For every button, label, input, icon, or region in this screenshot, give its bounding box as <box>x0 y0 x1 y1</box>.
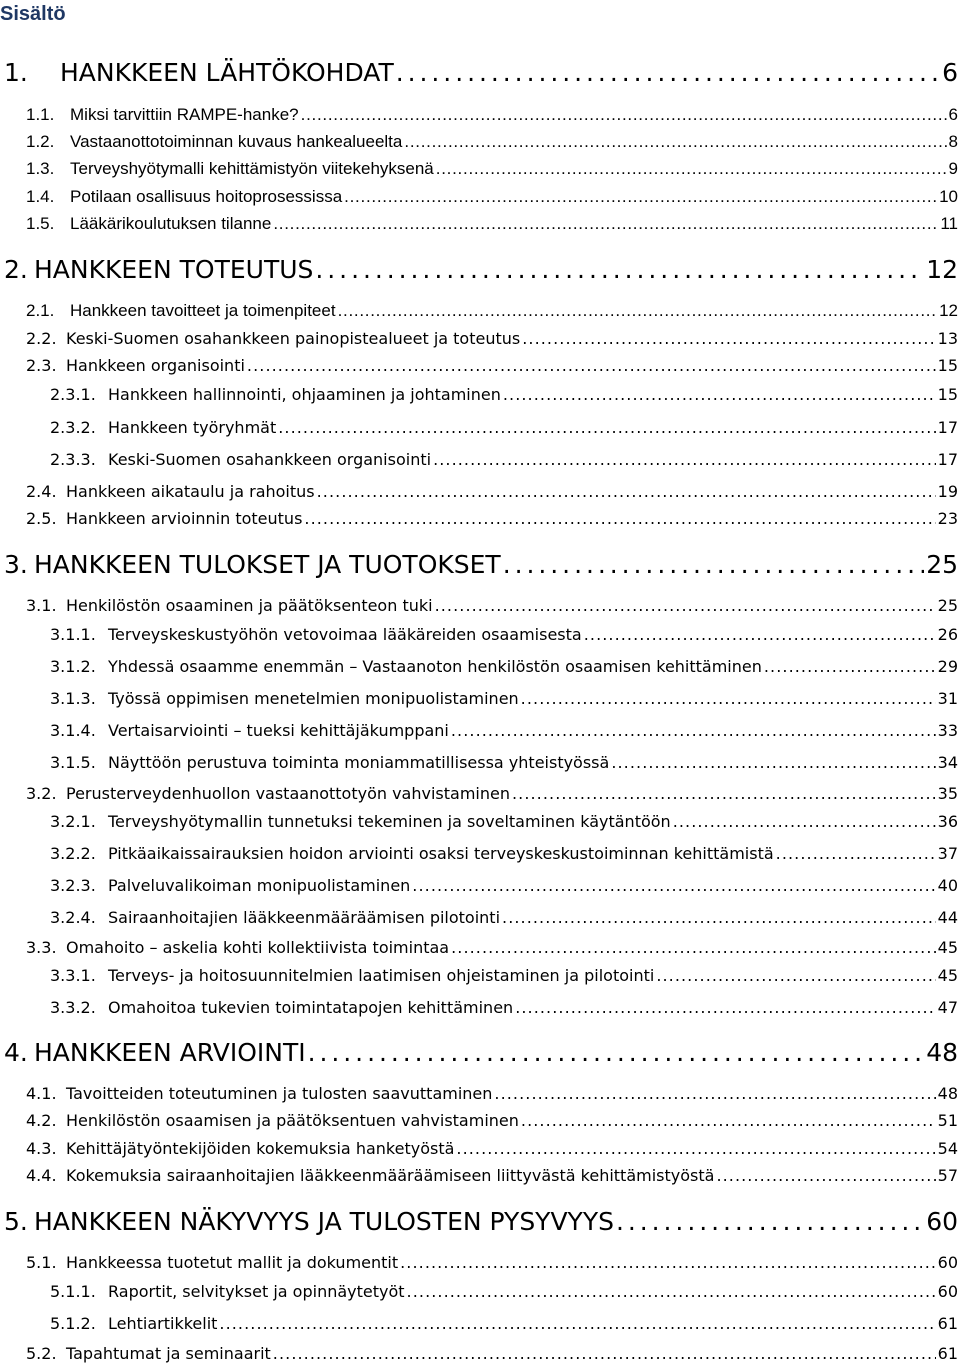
toc-leader-dots <box>776 844 936 863</box>
toc-leader-dots <box>407 1282 936 1301</box>
toc-entry-page: 13 <box>937 329 958 348</box>
toc-entry[interactable] <box>26 1166 958 1190</box>
toc-entry-title: Kehittäjätyöntekijöiden kokemuksia hanketyöstä <box>66 1139 455 1158</box>
toc-entry-page: 36 <box>937 812 958 831</box>
toc-entry[interactable] <box>26 1111 958 1135</box>
toc-entry-title: Vertaisarviointi – tueksi kehittäjäkumppani <box>108 721 449 740</box>
toc-leader-dots <box>433 450 936 469</box>
toc-entry-number: 3.2. <box>26 784 57 803</box>
toc-entry-title: Hankkeen työryhmät <box>108 418 277 437</box>
toc-leader-dots <box>456 1139 935 1158</box>
toc-leader-dots <box>521 689 936 708</box>
toc-entry[interactable] <box>50 418 958 442</box>
toc-entry-number: 2.3.3. <box>50 450 96 469</box>
toc-entry-number: 1.1. <box>26 105 55 124</box>
toc-entry-page: 47 <box>937 998 958 1017</box>
toc-leader-dots <box>764 657 936 676</box>
toc-leader-dots <box>273 1344 936 1363</box>
toc-leader-dots <box>584 625 936 644</box>
toc-entry-number: 1.5. <box>26 214 55 233</box>
toc-entry-title: Yhdessä osaamme enemmän – Vastaanoton henkilöstön osaamisen kehittäminen <box>108 657 762 676</box>
toc-entry-page: 9 <box>948 159 958 178</box>
toc-entry-title: Keski-Suomen osahankkeen painopistealueet ja toteutus <box>66 329 521 348</box>
toc-entry-page: 61 <box>937 1314 958 1333</box>
toc-entry-number: 4.1. <box>26 1084 57 1103</box>
toc-entry[interactable] <box>50 1282 958 1306</box>
toc-entry-title: Hankkeen tavoitteet ja toimenpiteet <box>70 301 336 320</box>
toc-entry-number: 2.3.2. <box>50 418 96 437</box>
toc-entry[interactable] <box>4 1038 958 1070</box>
toc-entry[interactable] <box>26 1084 958 1108</box>
toc-entry-title: HANKKEEN LÄHTÖKOHDAT <box>60 58 394 87</box>
toc-entry[interactable] <box>4 1207 958 1239</box>
toc-entry-page: 6 <box>942 58 958 87</box>
toc-entry-number: 5.2. <box>26 1344 57 1363</box>
toc-entry[interactable] <box>50 689 958 713</box>
toc-leader-dots <box>436 159 947 179</box>
toc-entry-page: 15 <box>937 385 958 404</box>
toc-entry-title: Raportit, selvitykset ja opinnäytetyöt <box>108 1282 405 1301</box>
toc-entry-title: Perusterveydenhuollon vastaanottotyön vahvistaminen <box>66 784 510 803</box>
toc-entry-title: Tavoitteiden toteutuminen ja tulosten saavuttaminen <box>66 1084 493 1103</box>
toc-entry-number: 1.4. <box>26 187 55 206</box>
toc-entry-number: 2.1. <box>26 301 55 320</box>
toc-entry-number: 3.2.3. <box>50 876 96 895</box>
toc-leader-dots <box>317 482 936 501</box>
toc-entry-number: 4. <box>4 1038 28 1067</box>
toc-entry-title: Hankkeessa tuotetut mallit ja dokumentit <box>66 1253 399 1272</box>
toc-entry[interactable] <box>26 132 958 156</box>
toc-leader-dots <box>503 550 924 579</box>
toc-entry[interactable] <box>26 214 958 238</box>
toc-entry-title: Henkilöstön osaaminen ja päätöksenteon tuki <box>66 596 433 615</box>
page-title: Sisältö <box>0 3 66 25</box>
toc-entry-number: 3.1.4. <box>50 721 96 740</box>
toc-entry-title: Työssä oppimisen menetelmien monipuolistaminen <box>108 689 519 708</box>
toc-leader-dots <box>616 1207 924 1236</box>
toc-entry-title: Lääkärikoulutuksen tilanne <box>70 214 272 233</box>
toc-entry-page: 48 <box>937 1084 958 1103</box>
toc-entry-title: Henkilöstön osaamisen ja päätöksentuen vahvistaminen <box>66 1111 519 1130</box>
toc-entry[interactable] <box>50 385 958 409</box>
toc-entry-page: 54 <box>937 1139 958 1158</box>
toc-leader-dots <box>522 329 935 348</box>
toc-entry[interactable] <box>4 550 958 582</box>
toc-leader-dots <box>611 753 935 772</box>
toc-entry-page: 44 <box>937 908 958 927</box>
toc-entry[interactable] <box>26 301 958 325</box>
toc-entry[interactable] <box>50 844 958 868</box>
toc-entry-page: 12 <box>939 301 958 320</box>
toc-leader-dots <box>435 596 936 615</box>
toc-entry-page: 10 <box>939 187 958 206</box>
toc-entry-number: 3.1. <box>26 596 57 615</box>
toc-entry[interactable] <box>26 938 958 962</box>
toc-leader-dots <box>278 418 935 437</box>
toc-leader-dots <box>656 966 935 985</box>
toc-entry-page: 61 <box>937 1344 958 1363</box>
toc-entry-page: 23 <box>937 509 958 528</box>
toc-entry-number: 2.5. <box>26 509 57 528</box>
toc-entry-page: 37 <box>937 844 958 863</box>
toc-leader-dots <box>512 784 936 803</box>
toc-entry-number: 3.3. <box>26 938 57 957</box>
toc-entry[interactable] <box>50 657 958 681</box>
toc-entry-page: 34 <box>937 753 958 772</box>
toc-entry-page: 25 <box>937 596 958 615</box>
toc-leader-dots <box>344 187 937 207</box>
toc-entry-title: Pitkäaikaissairauksien hoidon arviointi osaksi terveyskeskustoiminnan kehittämistä <box>108 844 774 863</box>
toc-entry-number: 3.2.2. <box>50 844 96 863</box>
toc-entry-number: 3.2.4. <box>50 908 96 927</box>
toc-entry-page: 31 <box>937 689 958 708</box>
toc-entry[interactable] <box>4 255 958 287</box>
toc-entry-title: Terveyshyötymallin tunnetuksi tekeminen ja soveltaminen käytäntöön <box>108 812 671 831</box>
toc-entry-title: HANKKEEN ARVIOINTI <box>34 1038 306 1067</box>
toc-entry-page: 17 <box>937 450 958 469</box>
toc-entry-number: 2.2. <box>26 329 57 348</box>
toc-leader-dots <box>338 301 938 321</box>
toc-entry-page: 33 <box>937 721 958 740</box>
toc-leader-dots <box>396 58 940 87</box>
toc-entry-title: Omahoitoa tukevien toimintatapojen kehittäminen <box>108 998 514 1017</box>
toc-entry-number: 5.1.1. <box>50 1282 96 1301</box>
toc-entry-title: HANKKEEN NÄKYVYYS JA TULOSTEN PYSYVYYS <box>34 1207 614 1236</box>
toc-entry-title: Hankkeen hallinnointi, ohjaaminen ja johtaminen <box>108 385 501 404</box>
toc-entry[interactable] <box>26 1253 958 1277</box>
toc-entry-number: 4.3. <box>26 1139 57 1158</box>
toc-entry-title: Hankkeen organisointi <box>66 356 245 375</box>
toc-leader-dots <box>716 1166 935 1185</box>
toc-entry-number: 2. <box>4 255 28 284</box>
toc-entry-page: 35 <box>937 784 958 803</box>
toc-entry[interactable] <box>26 105 958 129</box>
toc-leader-dots <box>521 1111 936 1130</box>
toc-entry-title: Omahoito – askelia kohti kollektiivista toimintaa <box>66 938 450 957</box>
toc-leader-dots <box>515 998 935 1017</box>
toc-entry-title: Kokemuksia sairaanhoitajien lääkkeenmääräämiseen liittyvästä kehittämistyöstä <box>66 1166 715 1185</box>
toc-entry-number: 3.2.1. <box>50 812 96 831</box>
toc-entry-title: Potilaan osallisuus hoitoprosessissa <box>70 187 343 206</box>
toc-entry-number: 4.2. <box>26 1111 57 1130</box>
toc-entry[interactable] <box>50 625 958 649</box>
toc-leader-dots <box>247 356 936 375</box>
toc-entry-number: 1.3. <box>26 159 55 178</box>
toc-entry-page: 8 <box>948 132 958 151</box>
toc-entry-page: 6 <box>948 105 958 124</box>
toc-entry-number: 1.2. <box>26 132 55 151</box>
toc-entry-title: Sairaanhoitajien lääkkeenmääräämisen pilotointi <box>108 908 501 927</box>
toc-entry-title: Keski-Suomen osahankkeen organisointi <box>108 450 432 469</box>
toc-entry-page: 11 <box>940 214 958 233</box>
toc-leader-dots <box>673 812 936 831</box>
toc-leader-dots <box>412 876 935 895</box>
toc-entry-title: Hankkeen aikataulu ja rahoitus <box>66 482 315 501</box>
toc-entry-page: 48 <box>926 1038 958 1067</box>
toc-entry-number: 3. <box>4 550 28 579</box>
toc-entry-title: HANKKEEN TOTEUTUS <box>34 255 314 284</box>
toc-entry-number: 2.3.1. <box>50 385 96 404</box>
toc-leader-dots <box>219 1314 935 1333</box>
toc-entry-number: 5.1. <box>26 1253 57 1272</box>
toc-entry-title: Tapahtumat ja seminaarit <box>66 1344 271 1363</box>
toc-entry-title: Hankkeen arvioinnin toteutus <box>66 509 303 528</box>
toc-entry-page: 60 <box>937 1282 958 1301</box>
toc-entry-page: 60 <box>926 1207 958 1236</box>
toc-leader-dots <box>502 908 936 927</box>
toc-leader-dots <box>404 132 946 152</box>
toc-entry-number: 3.3.1. <box>50 966 96 985</box>
toc-entry-page: 57 <box>937 1166 958 1185</box>
toc-entry[interactable] <box>26 784 958 808</box>
toc-entry[interactable] <box>26 596 958 620</box>
toc-entry-number: 3.1.3. <box>50 689 96 708</box>
toc-entry-page: 19 <box>937 482 958 501</box>
toc-entry[interactable] <box>26 1344 958 1368</box>
toc-entry[interactable] <box>50 876 958 900</box>
toc-entry[interactable] <box>50 1314 958 1338</box>
toc-entry[interactable] <box>50 908 958 932</box>
toc-entry[interactable] <box>26 159 958 183</box>
toc-entry-title: Terveyskeskustyöhön vetovoimaa lääkäreiden osaamisesta <box>108 625 582 644</box>
toc-entry-title: Näyttöön perustuva toiminta moniammatillisessa yhteistyössä <box>108 753 610 772</box>
toc-entry[interactable] <box>26 329 958 353</box>
toc-leader-dots <box>494 1084 935 1103</box>
toc-leader-dots <box>503 385 936 404</box>
toc-leader-dots <box>451 938 936 957</box>
toc-entry-page: 26 <box>937 625 958 644</box>
toc-entry[interactable] <box>26 1139 958 1163</box>
toc-entry-page: 15 <box>937 356 958 375</box>
toc-entry-title: HANKKEEN TULOKSET JA TUOTOKSET <box>34 550 501 579</box>
toc-entry[interactable] <box>50 753 958 777</box>
toc-entry-number: 3.3.2. <box>50 998 96 1017</box>
toc-leader-dots <box>315 255 924 284</box>
toc-entry[interactable] <box>50 721 958 745</box>
toc-entry-title: Vastaanottotoiminnan kuvaus hankealueelta <box>70 132 403 151</box>
toc-entry-title: Lehtiartikkelit <box>108 1314 218 1333</box>
toc-entry-page: 60 <box>937 1253 958 1272</box>
toc-leader-dots <box>451 721 936 740</box>
toc-entry-page: 45 <box>937 938 958 957</box>
toc-entry[interactable] <box>50 812 958 836</box>
toc-entry[interactable] <box>50 998 958 1022</box>
toc-entry-title: Palveluvalikoiman monipuolistaminen <box>108 876 411 895</box>
toc-entry-page: 25 <box>926 550 958 579</box>
toc-entry[interactable] <box>26 356 958 380</box>
toc-entry-page: 40 <box>937 876 958 895</box>
toc-entry-number: 2.4. <box>26 482 57 501</box>
toc-entry-page: 29 <box>937 657 958 676</box>
toc-entry-number: 2.3. <box>26 356 57 375</box>
toc-entry[interactable] <box>50 966 958 990</box>
toc-entry-page: 17 <box>937 418 958 437</box>
toc-entry-title: Terveys- ja hoitosuunnitelmien laatimisen ohjeistaminen ja pilotointi <box>108 966 655 985</box>
toc-entry-page: 51 <box>937 1111 958 1130</box>
toc-entry[interactable] <box>26 509 958 533</box>
toc-entry[interactable] <box>26 482 958 506</box>
toc-entry-title: Miksi tarvittiin RAMPE-hanke? <box>70 105 299 124</box>
toc-leader-dots <box>308 1038 925 1067</box>
toc-leader-dots <box>304 509 935 528</box>
toc-entry-number: 5. <box>4 1207 28 1236</box>
toc-entry-page: 45 <box>937 966 958 985</box>
toc-entry-number: 3.1.2. <box>50 657 96 676</box>
toc-entry-number: 4.4. <box>26 1166 57 1185</box>
toc-entry-number: 3.1.1. <box>50 625 96 644</box>
toc-entry[interactable] <box>50 450 958 474</box>
toc-leader-dots <box>301 105 947 125</box>
toc-entry-number: 1. <box>4 58 28 87</box>
toc-entry-number: 5.1.2. <box>50 1314 96 1333</box>
toc-leader-dots <box>273 214 938 234</box>
toc-leader-dots <box>400 1253 936 1272</box>
toc-entry-page: 12 <box>926 255 958 284</box>
toc-entry[interactable] <box>26 187 958 211</box>
toc-entry[interactable] <box>4 58 958 90</box>
toc-entry-number: 3.1.5. <box>50 753 96 772</box>
toc-entry-title: Terveyshyötymalli kehittämistyön viitekehyksenä <box>70 159 434 178</box>
